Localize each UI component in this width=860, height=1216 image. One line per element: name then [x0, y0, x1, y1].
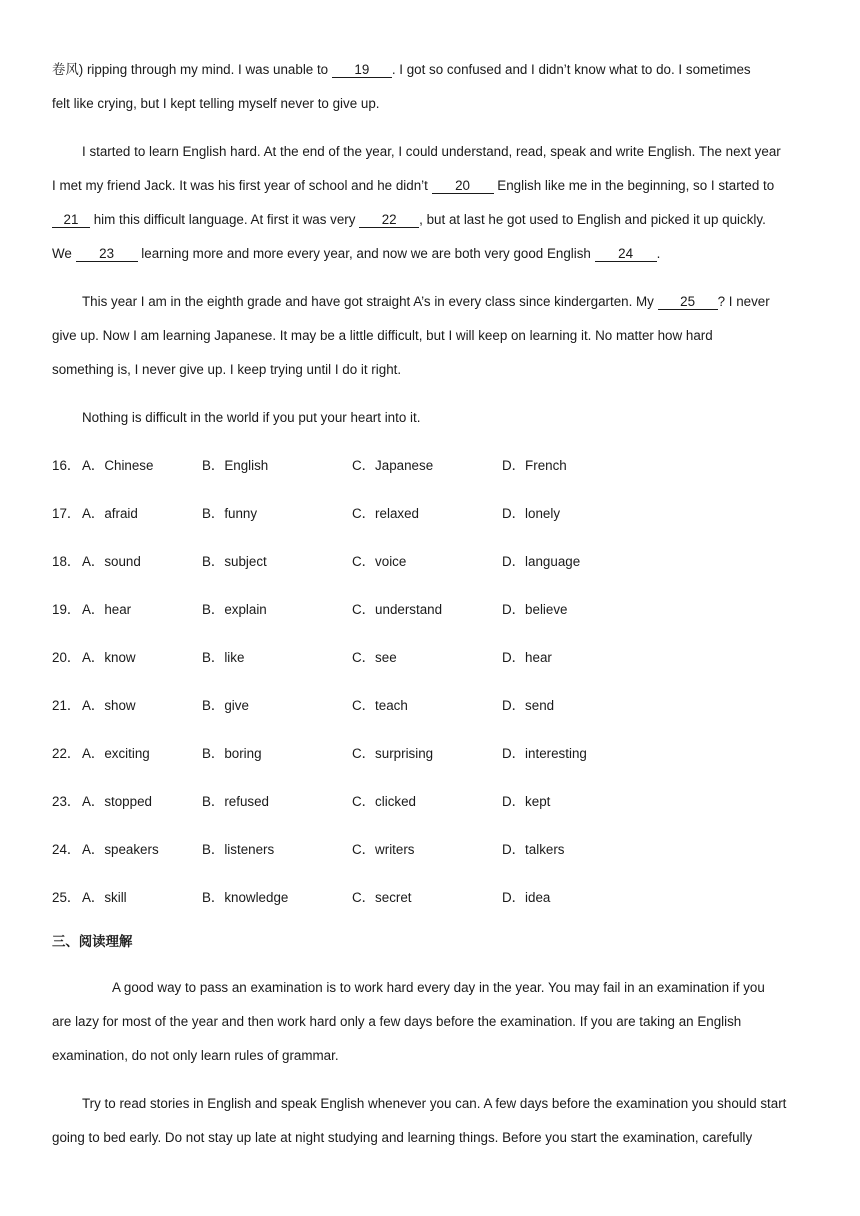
passage-text: This year I am in the eighth grade and have got straight A’s in every class since kindergarten. My: [82, 294, 658, 309]
passage-line: something is, I never give up. I keep trying until I do it right.: [52, 362, 402, 377]
passage-text: ? I never: [717, 294, 770, 309]
option-c[interactable]: C．secret: [352, 890, 412, 905]
option-d[interactable]: D．language: [502, 554, 581, 569]
option-b[interactable]: B．explain: [202, 602, 267, 617]
passage-line: examination, do not only learn rules of grammar.: [52, 1048, 339, 1063]
question-number: 23．: [52, 794, 81, 809]
question-number: 22．: [52, 746, 81, 761]
question-number: 19．: [52, 602, 81, 617]
passage-text: . I got so confused and I didn’t know what to do. I sometimes: [391, 62, 751, 77]
passage-line: [82, 293, 770, 311]
question-row-20: [52, 649, 812, 667]
option-a[interactable]: A．skill: [82, 890, 127, 905]
option-b[interactable]: B．listeners: [202, 842, 275, 857]
blank-25: 25: [658, 294, 718, 310]
blank-22: 22: [359, 212, 419, 228]
option-a[interactable]: A．hear: [82, 602, 132, 617]
passage-text: We: [52, 246, 76, 261]
option-d[interactable]: D．talkers: [502, 842, 565, 857]
option-b[interactable]: B．refused: [202, 794, 269, 809]
question-number: 24．: [52, 842, 81, 857]
option-c[interactable]: C．see: [352, 650, 397, 665]
question-number: 21．: [52, 698, 81, 713]
option-c[interactable]: C．relaxed: [352, 506, 419, 521]
passage-text: him this difficult language. At first it was very: [90, 212, 360, 227]
question-number: 25．: [52, 890, 81, 905]
option-d[interactable]: D．French: [502, 458, 567, 473]
question-row-16: [52, 457, 812, 475]
question-row-24: [52, 841, 812, 859]
option-d[interactable]: D．idea: [502, 890, 551, 905]
option-b[interactable]: B．English: [202, 458, 269, 473]
option-b[interactable]: B．like: [202, 650, 245, 665]
passage-text: learning more and more every year, and now we are both very good English: [137, 246, 595, 261]
option-b[interactable]: B．subject: [202, 554, 267, 569]
passage-line: Try to read stories in English and speak English whenever you can. A few days before the examination you should start: [82, 1096, 787, 1111]
question-number: 18．: [52, 554, 81, 569]
option-b[interactable]: B．boring: [202, 746, 262, 761]
passage-text: ) ripping through my mind. I was unable to: [78, 62, 332, 77]
blank-24: 24: [595, 246, 657, 262]
question-row-25: [52, 889, 812, 907]
option-c[interactable]: C．teach: [352, 698, 408, 713]
option-a[interactable]: A．Chinese: [82, 458, 154, 473]
passage-line: A good way to pass an examination is to work hard every day in the year. You may fail in an examination if you: [112, 980, 765, 995]
question-row-21: [52, 697, 812, 715]
question-number: 16．: [52, 458, 81, 473]
blank-20: 20: [432, 178, 494, 194]
option-a[interactable]: A．afraid: [82, 506, 138, 521]
option-c[interactable]: C．understand: [352, 602, 443, 617]
question-number: 20．: [52, 650, 81, 665]
passage-line: [52, 245, 660, 263]
passage-line: going to bed early. Do not stay up late at night studying and learning things. Before you start the examination, carefully: [52, 1130, 753, 1145]
passage-line: Nothing is difficult in the world if you put your heart into it.: [82, 410, 421, 425]
cjk-fragment: 卷风: [52, 63, 79, 78]
blank-19: 19: [332, 62, 392, 78]
section-heading: 三、阅读理解: [52, 935, 133, 950]
blank-23: 23: [76, 246, 138, 262]
option-b[interactable]: B．give: [202, 698, 249, 713]
option-d[interactable]: D．send: [502, 698, 555, 713]
passage-text: I met my friend Jack. It was his first year of school and he didn’t: [52, 178, 432, 193]
question-row-18: [52, 553, 812, 571]
passage-text: .: [656, 246, 661, 261]
passage-line: I started to learn English hard. At the end of the year, I could understand, read, speak and write English. The next year: [82, 144, 781, 159]
option-d[interactable]: D．kept: [502, 794, 551, 809]
passage-line: [52, 61, 751, 80]
passage-line: [52, 211, 766, 229]
option-a[interactable]: A．stopped: [82, 794, 152, 809]
passage-text: English like me in the beginning, so I started to: [493, 178, 775, 193]
option-d[interactable]: D．believe: [502, 602, 568, 617]
passage-line: felt like crying, but I kept telling myself never to give up.: [52, 96, 380, 111]
option-c[interactable]: C．Japanese: [352, 458, 434, 473]
option-b[interactable]: B．knowledge: [202, 890, 289, 905]
blank-21: 21: [52, 212, 90, 228]
question-row-23: [52, 793, 812, 811]
option-a[interactable]: A．exciting: [82, 746, 150, 761]
question-row-19: [52, 601, 812, 619]
passage-line: are lazy for most of the year and then work hard only a few days before the examination. If you are taking an English: [52, 1014, 742, 1029]
option-c[interactable]: C．voice: [352, 554, 407, 569]
option-c[interactable]: C．writers: [352, 842, 415, 857]
option-a[interactable]: A．know: [82, 650, 136, 665]
passage-text: , but at last he got used to English and picked it up quickly.: [419, 212, 766, 227]
question-row-17: [52, 505, 812, 523]
option-d[interactable]: D．hear: [502, 650, 552, 665]
question-row-22: [52, 745, 812, 763]
option-a[interactable]: A．sound: [82, 554, 141, 569]
option-a[interactable]: A．show: [82, 698, 136, 713]
option-a[interactable]: A．speakers: [82, 842, 159, 857]
passage-line: give up. Now I am learning Japanese. It may be a little difficult, but I will keep on learning it. No matter how hard: [52, 328, 713, 343]
question-number: 17．: [52, 506, 81, 521]
option-d[interactable]: D．interesting: [502, 746, 587, 761]
option-c[interactable]: C．surprising: [352, 746, 434, 761]
passage-line: [52, 177, 774, 195]
option-b[interactable]: B．funny: [202, 506, 258, 521]
option-c[interactable]: C．clicked: [352, 794, 416, 809]
option-d[interactable]: D．lonely: [502, 506, 561, 521]
